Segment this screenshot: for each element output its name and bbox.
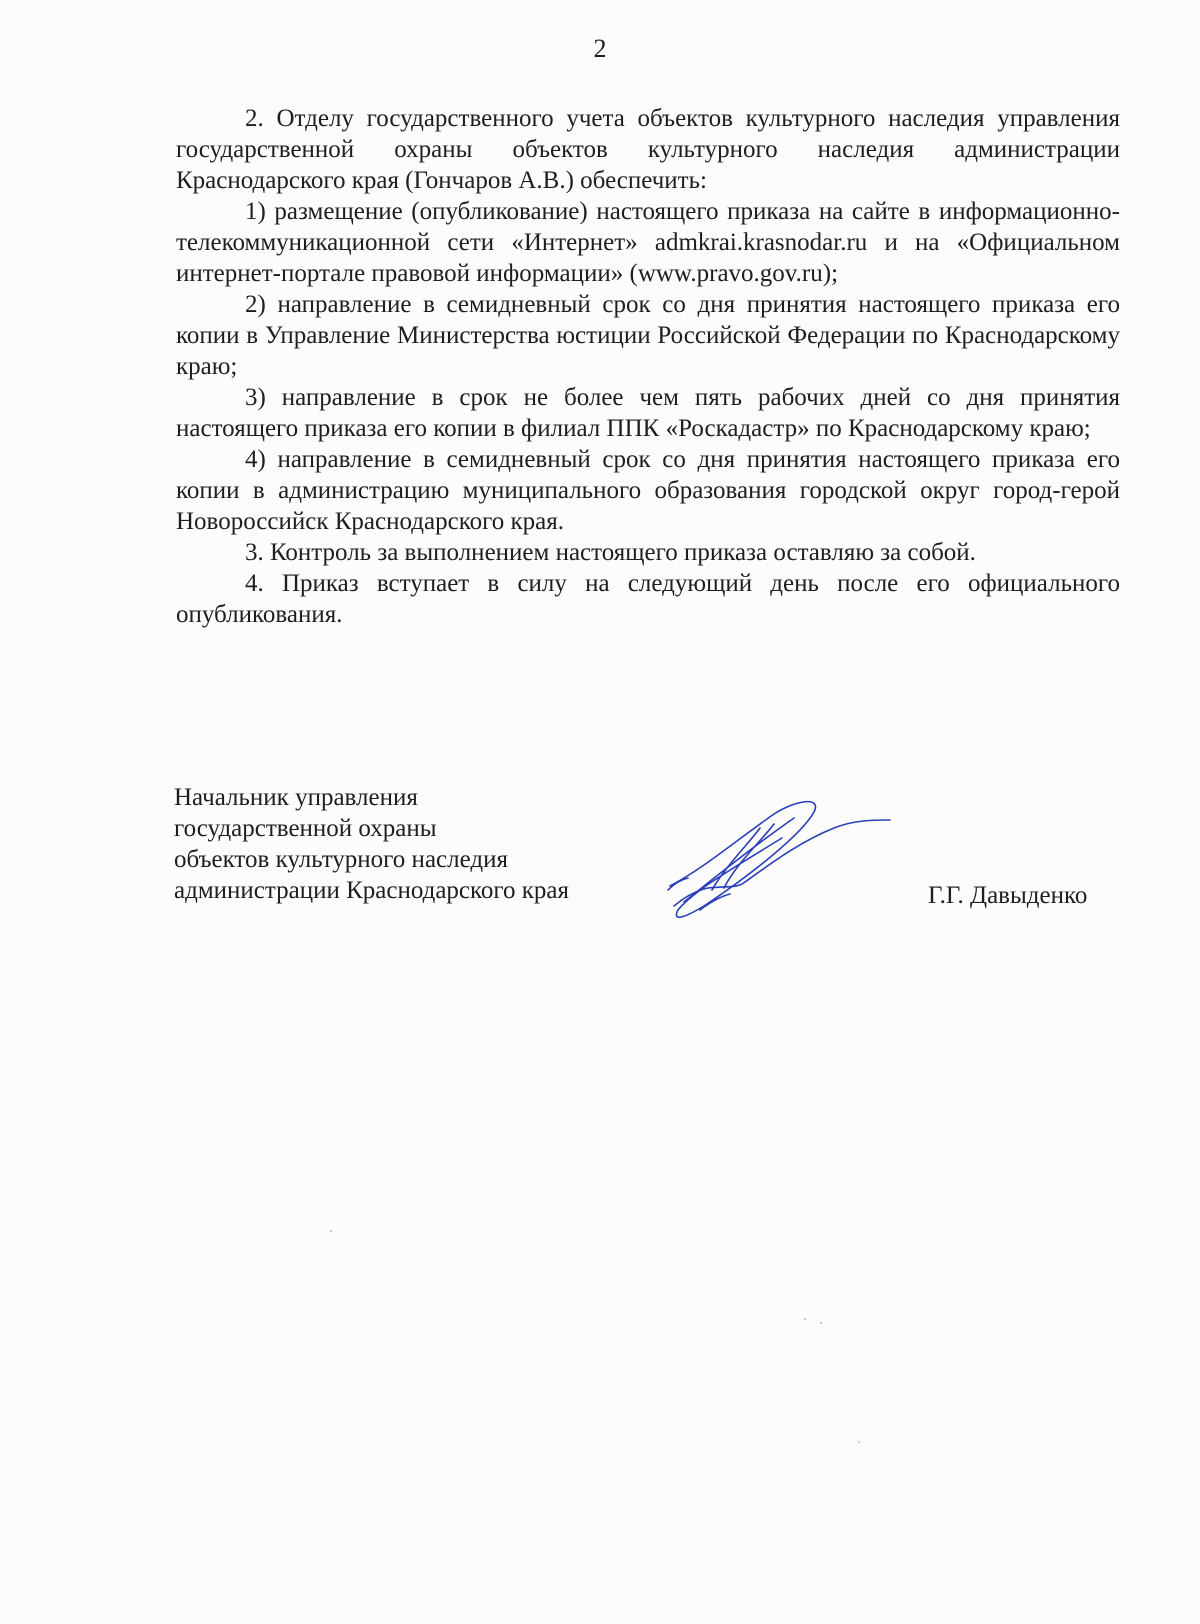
scan-artifact [804,1318,806,1320]
paragraph-subitem-4: 4) направление в семидневный срок со дня принятия настоящего приказа его копии в администрацию муниципального образования городской округ город-герой Новороссийск Краснодарского края. [176,446,1120,535]
page-number: 2 [593,34,607,63]
paragraph-subitem-1: 1) размещение (опубликование) настоящего приказа на сайте в информационно-телекоммуникационной сети «Интернет» admkrai.krasnodar.ru и на «Официальном интернет-портале правовой информации» (www.pravo.gov.ru); [176,198,1120,287]
position-line: государственной охраны [174,815,437,842]
scan-artifact [820,1322,822,1324]
paragraph-subitem-2: 2) направление в семидневный срок со дня принятия настоящего приказа его копии в Управление Министерства юстиции Российской Федерации по Краснодарскому краю; [176,291,1120,380]
scan-artifact [330,1230,332,1232]
document-body [176,103,1120,630]
scan-artifact [858,1441,860,1443]
paragraph-item-3: 3. Контроль за выполнением настоящего приказа оставляю за собой. [245,539,976,566]
paragraph-subitem-3: 3) направление в срок не более чем пять рабочих дней со дня принятия настоящего приказа его копии в филиал ППК «Роскадастр» по Краснодарскому краю; [176,384,1120,442]
paragraph-item-4: 4. Приказ вступает в силу на следующий день после его официального опубликования. [176,570,1120,628]
signatory-position [174,782,654,906]
position-line: администрации Краснодарского края [174,877,570,904]
position-line: Начальник управления [174,784,418,811]
handwritten-signature [664,798,924,948]
paragraph-item-2: 2. Отделу государственного учета объектов культурного наследия управления государственной охраны объектов культурного наследия администрации Краснодарского края (Гончаров А.В.) обеспечить: [176,105,1120,194]
signer-name: Г.Г. Давыденко [928,882,1088,909]
position-line: объектов культурного наследия [174,846,508,873]
